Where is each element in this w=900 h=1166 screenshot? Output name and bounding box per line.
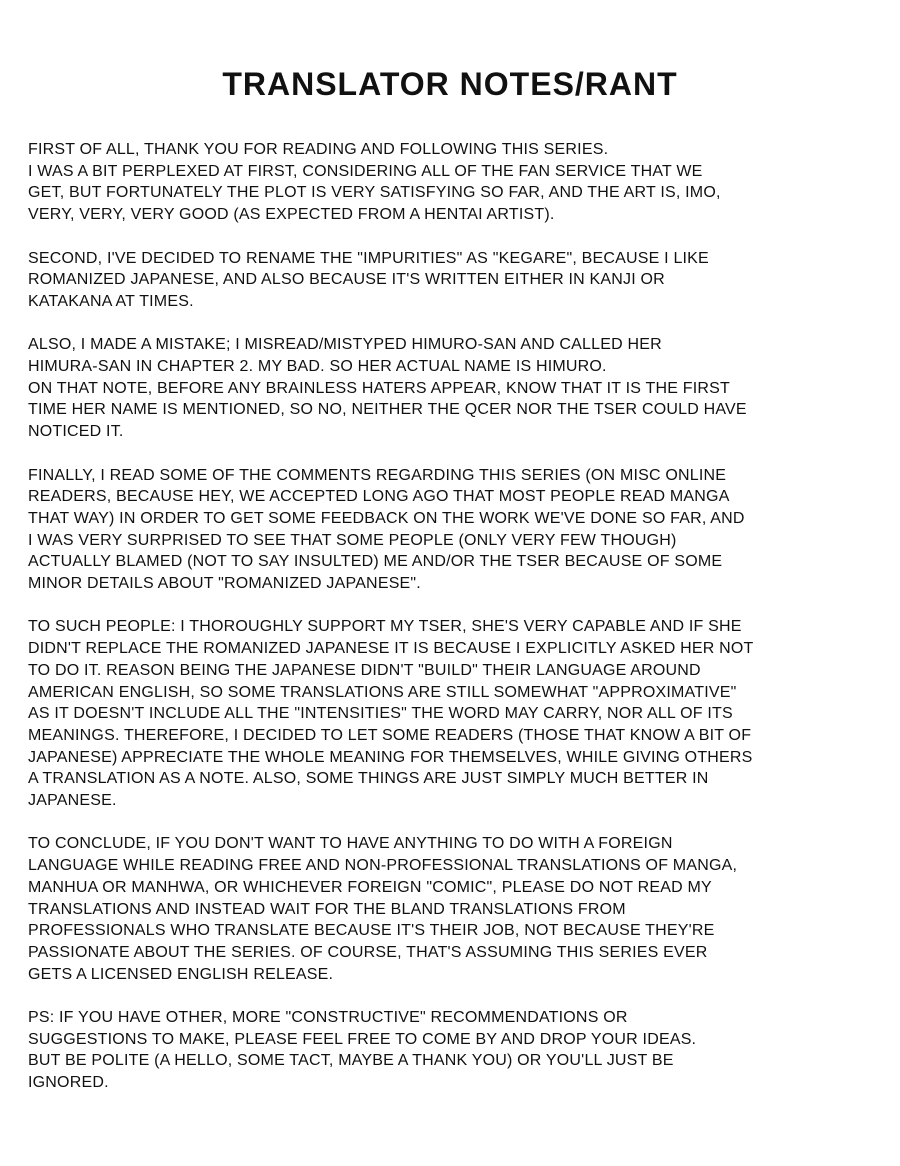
text-line: DIDN'T REPLACE THE ROMANIZED JAPANESE IT IS BECAUSE I EXPLICITLY ASKED HER NOT [28, 640, 754, 658]
paragraph [28, 1007, 888, 1094]
text-line: BUT BE POLITE (A HELLO, SOME TACT, MAYBE A THANK YOU) OR YOU'LL JUST BE [28, 1052, 674, 1070]
text-line: SUGGESTIONS TO MAKE, PLEASE FEEL FREE TO COME BY AND DROP YOUR IDEAS. [28, 1030, 697, 1048]
text-line: ALSO, I MADE A MISTAKE; I MISREAD/MISTYPED HIMURO-SAN AND CALLED HER [28, 336, 662, 354]
text-line: MANHUA OR MANHWA, OR WHICHEVER FOREIGN "COMIC", PLEASE DO NOT READ MY [28, 878, 712, 896]
text-line: ACTUALLY BLAMED (NOT TO SAY INSULTED) ME AND/OR THE TSER BECAUSE OF SOME [28, 553, 723, 571]
text-line: VERY, VERY, VERY GOOD (AS EXPECTED FROM A HENTAI ARTIST). [28, 206, 555, 224]
text-line: PASSIONATE ABOUT THE SERIES. OF COURSE, THAT'S ASSUMING THIS SERIES EVER [28, 943, 708, 961]
text-line: FINALLY, I READ SOME OF THE COMMENTS REGARDING THIS SERIES (ON MISC ONLINE [28, 466, 727, 484]
notes-body [28, 139, 888, 1116]
paragraph [28, 616, 888, 811]
text-line: KATAKANA AT TIMES. [28, 292, 194, 310]
text-line: A TRANSLATION AS A NOTE. ALSO, SOME THINGS ARE JUST SIMPLY MUCH BETTER IN [28, 770, 709, 788]
text-line: AS IT DOESN'T INCLUDE ALL THE "INTENSITIES" THE WORD MAY CARRY, NOR ALL OF ITS [28, 705, 733, 723]
page-title: TRANSLATOR NOTES/RANT [222, 66, 678, 102]
paragraph [28, 833, 888, 985]
text-line: PROFESSIONALS WHO TRANSLATE BECAUSE IT'S THEIR JOB, NOT BECAUSE THEY'RE [28, 922, 715, 940]
text-line: ON THAT NOTE, BEFORE ANY BRAINLESS HATERS APPEAR, KNOW THAT IT IS THE FIRST [28, 379, 730, 397]
paragraph [28, 248, 888, 313]
text-line: HIMURA-SAN IN CHAPTER 2. MY BAD. SO HER ACTUAL NAME IS HIMURO. [28, 358, 607, 375]
text-line: ROMANIZED JAPANESE, AND ALSO BECAUSE IT'S WRITTEN EITHER IN KANJI OR [28, 271, 665, 289]
text-line: TO DO IT. REASON BEING THE JAPANESE DIDN'T "BUILD" THEIR LANGUAGE AROUND [28, 661, 701, 679]
text-line: TIME HER NAME IS MENTIONED, SO NO, NEITHER THE QCER NOR THE TSER COULD HAVE [28, 401, 747, 419]
text-line: MEANINGS. THEREFORE, I DECIDED TO LET SOME READERS (THOSE THAT KNOW A BIT OF [28, 726, 752, 744]
text-line: TO CONCLUDE, IF YOU DON'T WANT TO HAVE ANYTHING TO DO WITH A FOREIGN [28, 835, 673, 853]
text-line: FIRST OF ALL, THANK YOU FOR READING AND FOLLOWING THIS SERIES. [28, 141, 609, 158]
text-line: SECOND, I'VE DECIDED TO RENAME THE "IMPURITIES" AS "KEGARE", BECAUSE I LIKE [28, 249, 709, 267]
text-line: I WAS A BIT PERPLEXED AT FIRST, CONSIDERING ALL OF THE FAN SERVICE THAT WE [28, 162, 703, 180]
text-line: AMERICAN ENGLISH, SO SOME TRANSLATIONS ARE STILL SOMEWHAT "APPROXIMATIVE" [28, 683, 737, 701]
text-line: I WAS VERY SURPRISED TO SEE THAT SOME PEOPLE (ONLY VERY FEW THOUGH) [28, 531, 677, 549]
text-line: MINOR DETAILS ABOUT "ROMANIZED JAPANESE". [28, 575, 421, 593]
text-line: IGNORED. [28, 1074, 109, 1092]
paragraph [28, 139, 888, 226]
text-line: JAPANESE. [28, 792, 117, 810]
paragraph [28, 465, 888, 595]
text-line: LANGUAGE WHILE READING FREE AND NON-PROFESSIONAL TRANSLATIONS OF MANGA, [28, 857, 738, 875]
text-line: TRANSLATIONS AND INSTEAD WAIT FOR THE BLAND TRANSLATIONS FROM [28, 900, 626, 918]
text-line: GETS A LICENSED ENGLISH RELEASE. [28, 965, 334, 983]
text-line: JAPANESE) APPRECIATE THE WHOLE MEANING FOR THEMSELVES, WHILE GIVING OTHERS [28, 748, 753, 766]
text-line: NOTICED IT. [28, 423, 124, 441]
text-line: THAT WAY) IN ORDER TO GET SOME FEEDBACK ON THE WORK WE'VE DONE SO FAR, AND [28, 509, 745, 527]
text-line: GET, BUT FORTUNATELY THE PLOT IS VERY SATISFYING SO FAR, AND THE ART IS, IMO, [28, 184, 721, 202]
text-line: TO SUCH PEOPLE: I THOROUGHLY SUPPORT MY TSER, SHE'S VERY CAPABLE AND IF SHE [28, 618, 742, 636]
text-line: READERS, BECAUSE HEY, WE ACCEPTED LONG AGO THAT MOST PEOPLE READ MANGA [28, 488, 730, 506]
paragraph [28, 334, 888, 443]
text-line: PS: IF YOU HAVE OTHER, MORE "CONSTRUCTIVE" RECOMMENDATIONS OR [28, 1009, 628, 1027]
